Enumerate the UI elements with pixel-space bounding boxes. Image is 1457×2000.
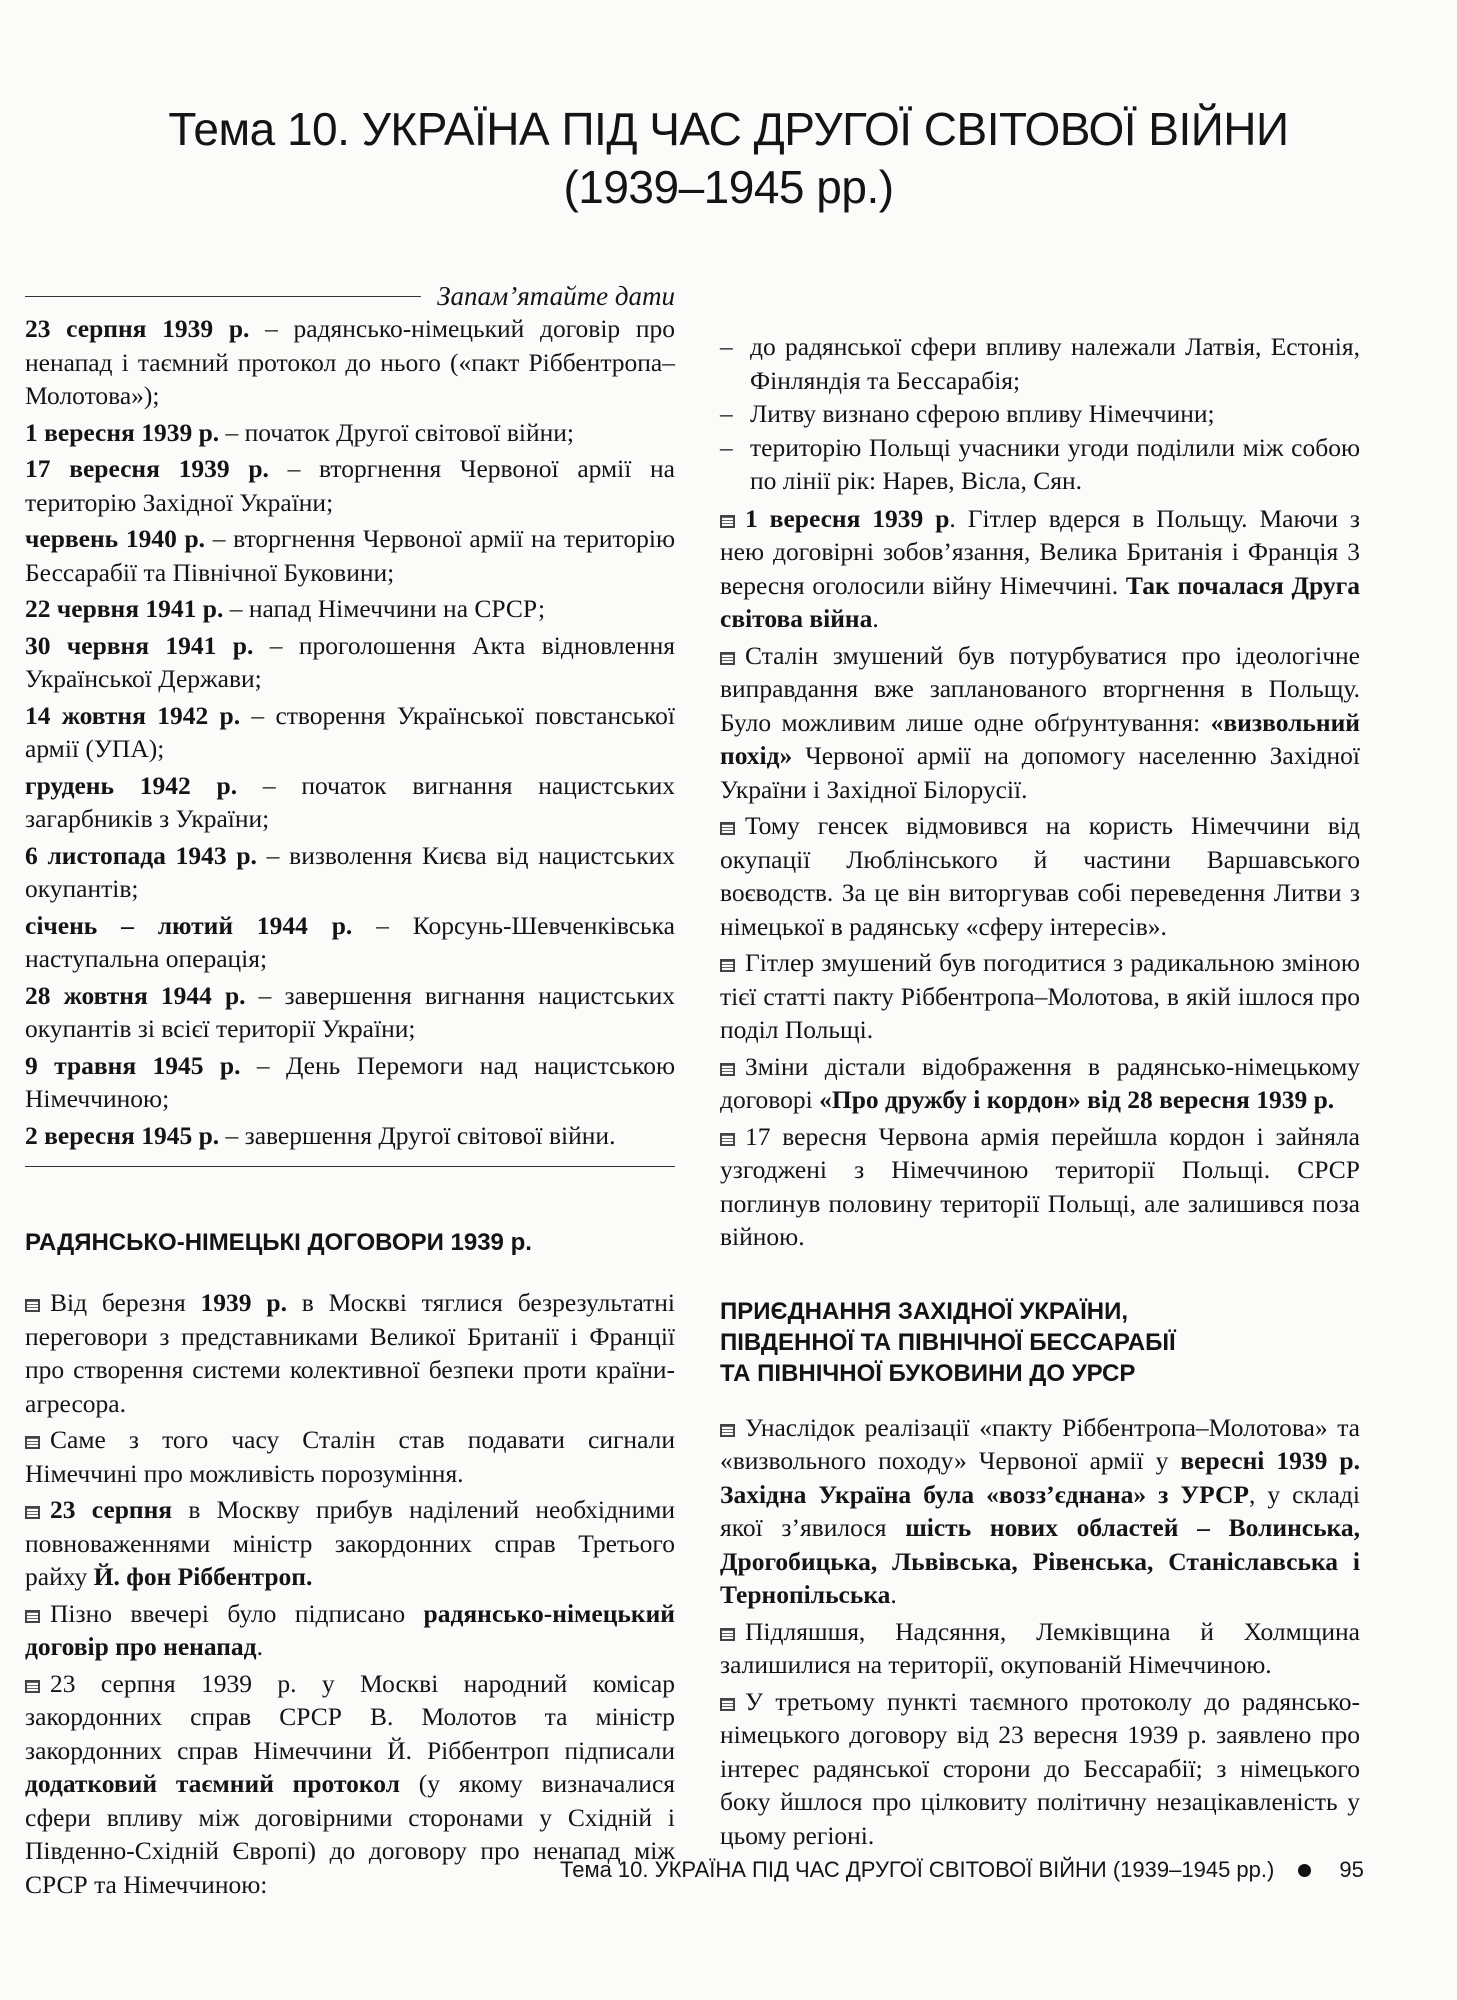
running-title: Тема 10. УКРАЇНА ПІД ЧАС ДРУГОЇ СВІТОВОЇ ВІЙНИ (1939–1945 рр.) [560, 1857, 1275, 1882]
dates-header-rule [25, 296, 421, 297]
section-heading-treaties: РАДЯНСЬКО-НІМЕЦЬКІ ДОГОВОРИ 1939 р. [25, 1229, 532, 1256]
paragraph: Від березня 1939 р. в Москві тяглися безрезультатні переговори з представниками Великої Британії і Франції про створення системи колективної безпеки проти країни-агресора. [25, 1288, 675, 1418]
paragraph: 17 вересня Червона армія перейшла кордон і зайняла узгоджені з Німеччиною території Польщі. СРСР поглинув половину території Польщі, але залишився поза війною. [720, 1121, 1360, 1251]
paragraph: 23 серпня в Москву прибув наділений необхідними повноваженнями міністр закордонних справ Третього райху Й. фон Ріббентроп. [25, 1495, 675, 1591]
bullet-dot-icon [1298, 1864, 1311, 1877]
page-number: 95 [1339, 1857, 1364, 1882]
paragraph-marker-icon [720, 1133, 735, 1146]
paragraph: Унаслідок реалізації «пакту Ріббентропа–Молотова» та «визвольного походу» Червоної армії у вересні 1939 р. Західна Україна була «возз’єднана» з УРСР, у складі якої з’явилося шість нових областей – Волинська, Дрогобицька, Львівська, Рівенська, Станіславська і Тернопільська. [720, 1412, 1360, 1609]
paragraph: Сталін змушений був потурбуватися про ідеологічне виправдання вже запланованого вторгнення в Польщу. Було можливим лише одне обґрунтування: «визвольний похід» Червоної армії на допомогу населенню Західної України і Західної Білорусії. [720, 640, 1360, 804]
date-item: грудень 1942 р. – початок вигнання нацистських загарбників з України; [25, 770, 675, 833]
date-item: 23 серпня 1939 р. – радянсько-німецький договір про ненапад і таємний протокол до нього («пакт Ріббентропа–Молотова»); [25, 314, 675, 410]
date-item: січень – лютий 1944 р. – Корсунь-Шевченківська наступальна операція; [25, 910, 675, 973]
paragraph-marker-icon [720, 959, 735, 972]
paragraph: Пізно ввечері було підписано радянсько-німецький договір про ненапад. [25, 1598, 675, 1661]
paragraph-marker-icon [720, 1424, 735, 1437]
paragraph-marker-icon [720, 1628, 735, 1641]
paragraph-marker-icon [25, 1506, 40, 1519]
date-item: 30 червня 1941 р. – проголошення Акта відновлення Української Держави; [25, 630, 675, 693]
left-column [25, 282, 675, 1904]
paragraph: У третьому пункті таємного протоколу до радянсько-німецького договору від 23 вересня 1939 р. заявлено про інтерес радянської сторони до Бессарабії; з німецького боку йшлося про цілковиту політичну незацікавленість у цьому регіоні. [720, 1686, 1360, 1850]
paragraph-marker-icon [720, 1698, 735, 1711]
page-footer [560, 1857, 1380, 1883]
section-heading-annexation: ПРИЄДНАННЯ ЗАХІДНОЇ УКРАЇНИ, ПІВДЕННОЇ ТА ПІВНІЧНОЇ БЕССАРАБІЇ ТА ПІВНІЧНОЇ БУКОВИНИ ДО УРСР [720, 1297, 1176, 1387]
paragraph-marker-icon [25, 1610, 40, 1623]
paragraph-marker-icon [25, 1680, 40, 1693]
list-item: – Литву визнано сферою впливу Німеччини; [720, 397, 1360, 431]
right-column [720, 330, 1360, 1855]
dates-list [25, 312, 675, 1152]
paragraph: 23 серпня 1939 р. у Москві народний комісар закордонних справ СРСР В. Молотов та міністр закордонних справ Німеччини Й. Ріббентроп підписали додатковий таємний протокол (у якому визначалися сфери впливу між договірними сторонами у Східній і Південно-Східній Європі) до договору про ненапад між СРСР та Німеччиною: [25, 1668, 675, 1899]
date-item: 17 вересня 1939 р. – вторгнення Червоної армії на територію Західної України; [25, 454, 675, 517]
date-item: 28 жовтня 1944 р. – завершення вигнання нацистських окупантів зі всієї території України; [25, 980, 675, 1043]
dates-label: Запам’ятайте дати [437, 280, 675, 311]
protocol-list [720, 330, 1360, 498]
title-line-2: (1939–1945 рр.) [563, 161, 894, 213]
list-item: – до радянської сфери впливу належали Латвія, Естонія, Фінляндія та Бессарабія; [720, 330, 1360, 397]
paragraph-marker-icon [25, 1299, 40, 1312]
paragraph: 1 вересня 1939 р. Гітлер вдерся в Польщу. Маючи з нею договірні зобов’язання, Велика Британія і Франція 3 вересня оголосили війну Німеччині. Так почалася Друга світова війна. [720, 503, 1361, 633]
paragraph: Гітлер змушений був погодитися з радикальною зміною тієї статті пакту Ріббентропа–Молотова, в якій ішлося про поділ Польщі. [720, 948, 1360, 1044]
date-item: 14 жовтня 1942 р. – створення Української повстанської армії (УПА); [25, 700, 675, 763]
paragraph-marker-icon [720, 652, 735, 665]
date-item: 1 вересня 1939 р. – початок Другої світової війни; [25, 417, 574, 447]
date-item: 2 вересня 1945 р. – завершення Другої світової війни. [25, 1120, 616, 1150]
date-item: червень 1940 р. – вторгнення Червоної армії на територію Бессарабії та Північної Буковини; [25, 524, 675, 587]
paragraph: Зміни дістали відображення в радянсько-німецькому договорі «Про дружбу і кордон» від 28 вересня 1939 р. [720, 1051, 1360, 1114]
paragraph: Підляшшя, Надсяння, Лемківщина й Холмщина залишилися на території, окупованій Німеччиною. [720, 1616, 1360, 1679]
date-item: 22 червня 1941 р. – напад Німеччини на СРСР; [25, 594, 546, 623]
paragraph: Тому генсек відмовився на користь Німеччини від окупації Люблінського й частини Варшавського воєводств. За це він виторгував собі переведення Литви з німецької в радянську «сферу інтересів». [720, 811, 1360, 941]
title-line-1: Тема 10. УКРАЇНА ПІД ЧАС ДРУГОЇ СВІТОВОЇ ВІЙНИ [168, 103, 1289, 155]
page-title [0, 100, 1457, 216]
paragraph-marker-icon [720, 1063, 735, 1076]
paragraph-marker-icon [720, 822, 735, 835]
paragraph-marker-icon [720, 515, 735, 528]
dates-bottom-rule [25, 1166, 675, 1167]
date-item: 9 травня 1945 р. – День Перемоги над нацистською Німеччиною; [25, 1050, 675, 1113]
list-item: – територію Польщі учасники угоди поділили між собою по лінії рік: Нарев, Вісла, Сян. [720, 431, 1360, 498]
paragraph-marker-icon [25, 1436, 40, 1449]
dates-header [25, 282, 675, 310]
paragraph: Саме з того часу Сталін став подавати сигнали Німеччині про можливість порозуміння. [25, 1425, 675, 1488]
date-item: 6 листопада 1943 р. – визволення Києва від нацистських окупантів; [25, 840, 675, 903]
